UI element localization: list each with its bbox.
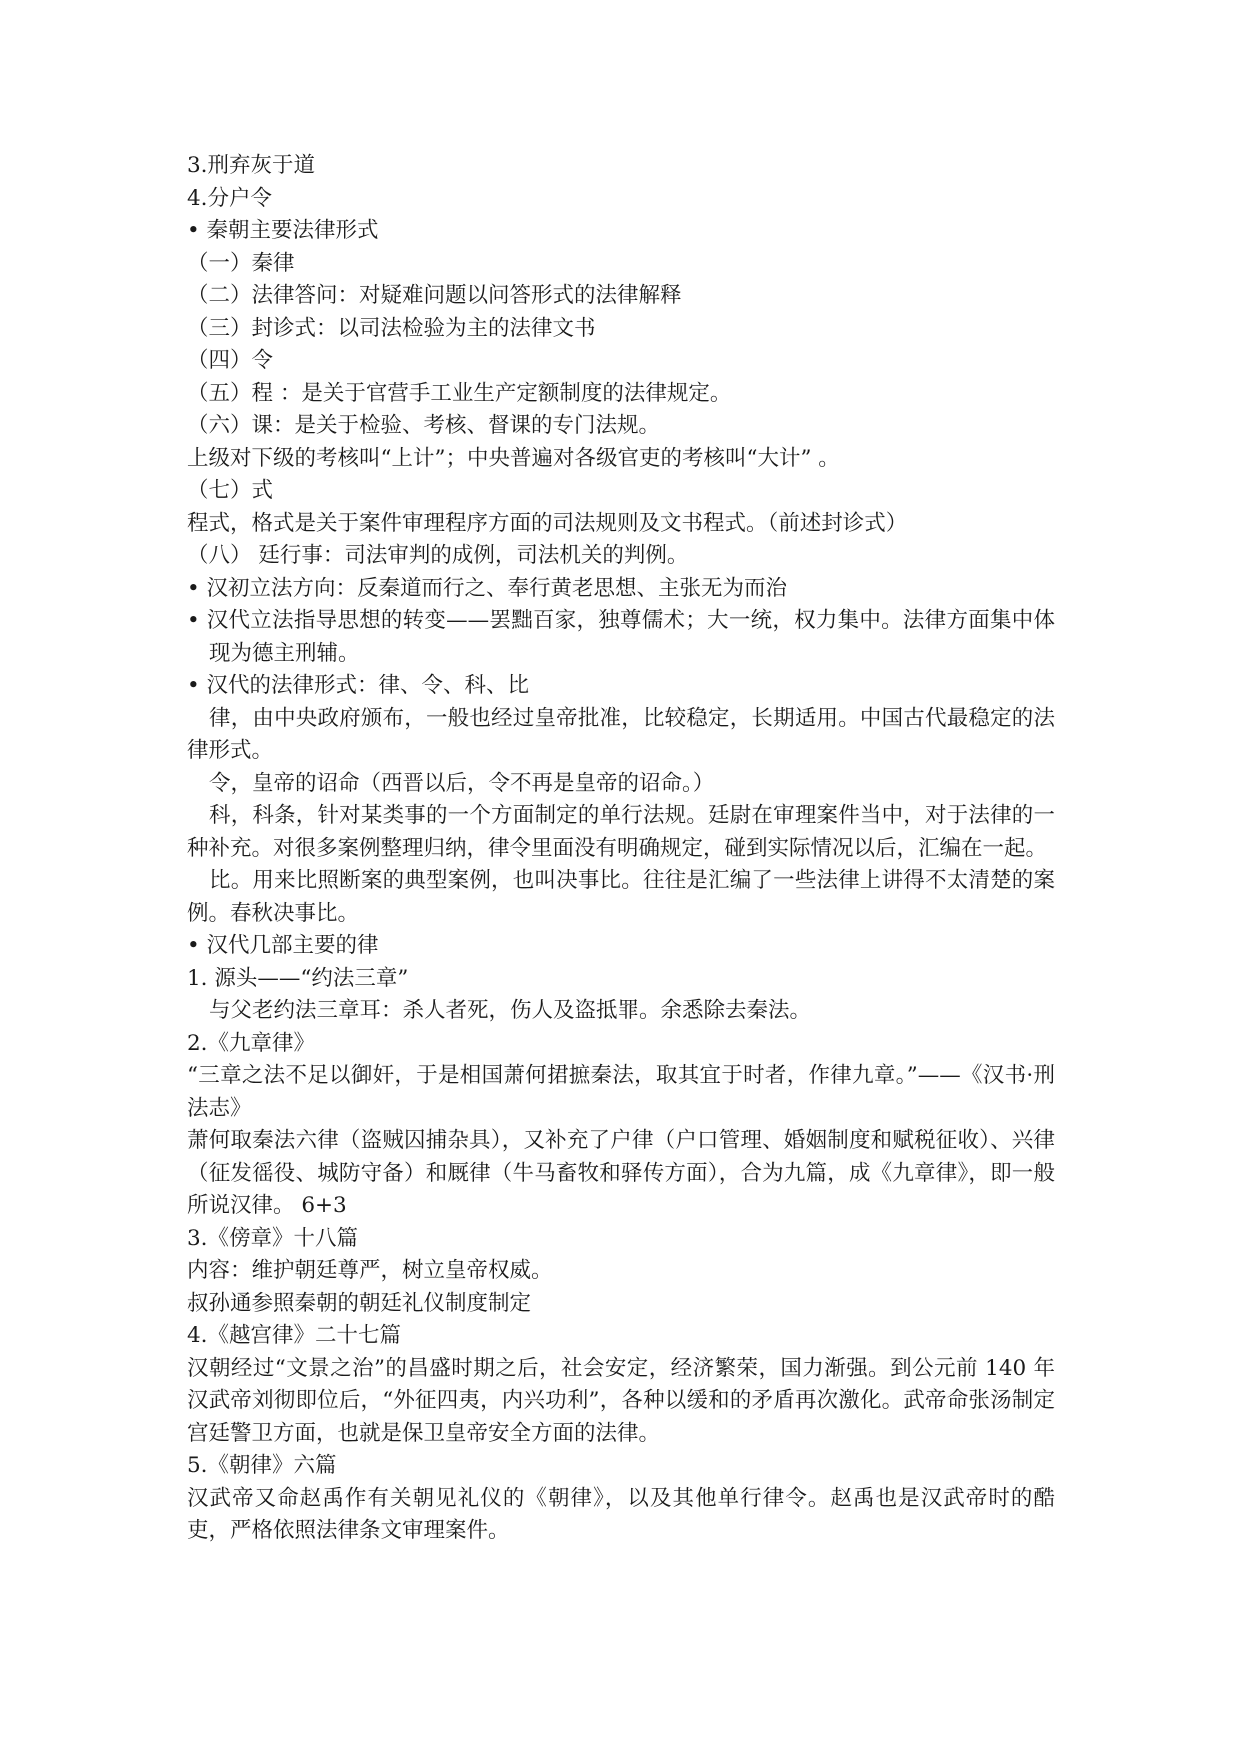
section-heading-5: 5.《朝律》六篇 — [187, 1453, 337, 1478]
paragraph-bangzhang-content: 内容：维护朝廷尊严，树立皇帝权威。 — [187, 1258, 553, 1283]
list-item-4: 4.分户令 — [187, 185, 273, 211]
paragraph-chaolv: 汉武帝又命赵禹作有关朝见礼仪的《朝律》，以及其他单行律令。赵禹也是汉武帝时的酷吏，严格依照法律条文审理案件。 — [187, 1485, 1055, 1543]
paragraph-ke: 科，科条，针对某类事的一个方面制定的单行法规。廷尉在审理案件当中，对于法律的一种补充。对很多案例整理归纳，律令里面没有明确规定，碰到实际情况以后，汇编在一起。 — [187, 803, 1055, 861]
quote-hanshu: “三章之法不足以御奸，于是相国萧何捃摭秦法，取其宜于时者，作律九章。”——《汉书·刑法志》 — [187, 1063, 1055, 1121]
paragraph-ling: 令，皇帝的诏命（西晋以后，令不再是皇帝的诏命。） — [209, 770, 715, 796]
paragraph-three-articles: 与父老约法三章耳：杀人者死，伤人及盗抵罪。余悉除去秦法。 — [209, 998, 812, 1023]
qin-form-2: （二）法律答问：对疑难问题以问答形式的法律解释 — [187, 283, 682, 308]
section-heading-3: 3.《傍章》十八篇 — [187, 1225, 359, 1251]
bullet-heading-han-direction: • 汉初立法方向：反秦道而行之、奉行黄老思想、主张无为而治 — [187, 575, 788, 601]
section-heading-2: 2.《九章律》 — [187, 1030, 316, 1056]
shi-definition: 程式，格式是关于案件审理程序方面的司法规则及文书程式。（前述封诊式） — [187, 510, 908, 536]
list-item-3: 3.刑弃灰于道 — [187, 153, 316, 178]
qin-form-1: （一）秦律 — [187, 250, 295, 276]
paragraph-yuegonglv: 汉朝经过“文景之治”的昌盛时期之后，社会安定，经济繁荣，国力渐强。到公元前 140 年汉武帝刘彻即位后，“外征四夷，内兴功利”，各种以缓和的矛盾再次激化。武帝命张汤制定宫廷警卫方面，也就是保卫皇帝安全方面的法律。 — [187, 1355, 1055, 1446]
paragraph-bangzhang-author: 叔孙通参照秦朝的朝廷礼仪制度制定 — [187, 1290, 532, 1316]
section-heading-1: 1. 源头——“约法三章” — [187, 965, 409, 991]
bullet-heading-han-thought: • 汉代立法指导思想的转变——罢黜百家，独尊儒术；大一统，权力集中。法律方面集中体现为德主刑辅。 — [187, 608, 1055, 666]
bullet-heading-qin-forms: • 秦朝主要法律形式 — [187, 218, 379, 243]
paragraph-lv: 律，由中央政府颁布，一般也经过皇帝批准，比较稳定，长期适用。中国古代最稳定的法律形式。 — [187, 705, 1055, 763]
qin-form-5: （五）程 ：是关于官营手工业生产定额制度的法律规定。 — [187, 380, 732, 406]
qin-form-3: （三）封诊式：以司法检验为主的法律文书 — [187, 315, 596, 341]
paragraph-bi: 比。用来比照断案的典型案例，也叫决事比。往往是汇编了一些法律上讲得不太清楚的案例。春秋决事比。 — [187, 868, 1055, 926]
section-heading-4: 4.《越宫律》二十七篇 — [187, 1323, 402, 1348]
qin-form-4: （四）令 — [187, 348, 274, 373]
document-body — [187, 150, 1055, 1548]
bullet-heading-han-laws: • 汉代几部主要的律 — [187, 933, 379, 958]
qin-form-7: （七）式 — [187, 478, 274, 503]
bullet-heading-han-forms: • 汉代的法律形式：律、令、科、比 — [187, 673, 530, 698]
paragraph-jiuzhanglv: 萧何取秦法六律（盗贼囚捕杂具），又补充了户律（户口管理、婚姻制度和赋税征收）、兴律（征发徭役、城防守备）和厩律（牛马畜牧和驿传方面），合为九篇，成《九章律》，即一般所说汉律。 6+3 — [187, 1128, 1055, 1218]
qin-form-8: （八） 廷行事：司法审判的成例，司法机关的判例。 — [187, 543, 689, 568]
assessment-note: 上级对下级的考核叫“上计”；中央普遍对各级官吏的考核叫“大计” 。 — [187, 445, 840, 471]
qin-form-6: （六）课：是关于检验、考核、督课的专门法规。 — [187, 413, 661, 438]
